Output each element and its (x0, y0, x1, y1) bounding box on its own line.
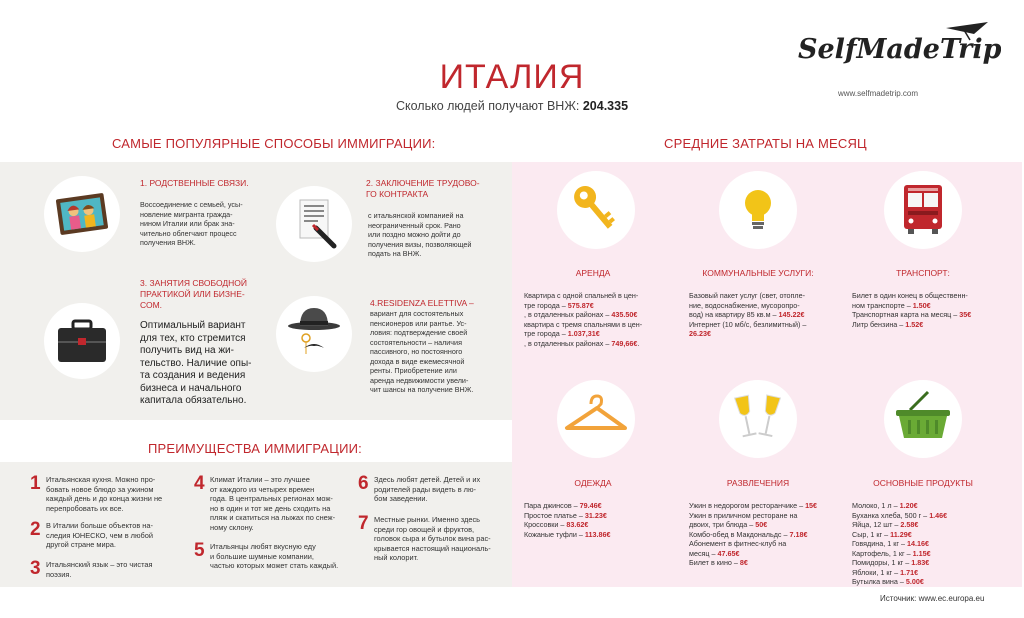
transport-text: Билет в один конец в общественн- ном транспорте – 1.50€ Транспортная карта на месяц – 35€ Литр бензина – 1.52€ (852, 291, 972, 329)
briefcase-icon (44, 303, 120, 379)
method-1-title: 1. РОДСТВЕННЫЕ СВЯЗИ. (140, 178, 249, 188)
groceries-icon-circle (884, 380, 962, 458)
entertainment-text: Ужин в недорогом ресторанчике – 15€ Ужин в приличном ресторане на двоих, три блюда – 50€ Комбо-обед в Макдональдс – 7.18€ Абонемент в фитнес-клуб на месяц – 47.65€ Билет в кино – 8€ (689, 501, 818, 567)
method-3-title: 3. ЗАНЯТИЯ СВОБОДНОЙ ПРАКТИКОЙ ИЛИ БИЗНЕ- СОМ. (140, 278, 247, 310)
method-3-text: Оптимальный вариант для тех, кто стремится получить вид на жи- тельство. Наличие опы- та создания и ведения бизнеса и начального капитала обязательно. (140, 320, 252, 406)
shopping-basket-icon (884, 380, 962, 458)
hanger-icon (557, 380, 635, 458)
utilities-title: КОММУНАЛЬНЫЕ УСЛУГИ: (702, 268, 814, 278)
bowler-hat-mustache-icon (276, 296, 352, 372)
selfmadetrip-logo (796, 20, 1001, 76)
key-icon (557, 171, 635, 249)
rent-title: АРЕНДА (575, 268, 611, 278)
rent-text: Квартира с одной спальней в цен- тре города – 575.87€ , в отдаленных районах – 435.50€ квартира с тремя спальнями в цен- тре города – 1.037,31€ , в отдаленных районах – 749,66€. (524, 291, 643, 348)
entertainment-title: РАЗВЛЕЧЕНИЯ (726, 478, 790, 488)
contract-pen-icon (276, 186, 352, 262)
rent-icon-circle (557, 171, 635, 249)
page-title: ИТАЛИЯ (439, 58, 585, 96)
bus-icon (884, 171, 962, 249)
method-4-icon-circle (276, 296, 352, 372)
advantage-6: 6 Здесь любят детей. Детей и их родителей рады видеть в лю- бом заведении. (358, 473, 481, 503)
advantage-3: 3 Итальянский язык – это чистая поэзия. (30, 558, 153, 579)
advantage-1: 1 Итальянская кухня. Можно про- бовать новое блюдо за ужином каждый день и до конца жизни не перепробовать их все. (30, 473, 163, 513)
method-2-icon-circle (276, 186, 352, 262)
advantages-heading: ПРЕИМУЩЕСТВА ИММИГРАЦИИ: (148, 441, 362, 456)
clothes-icon-circle (557, 380, 635, 458)
advantage-2: 2 В Италии больше объектов на- следия ЮНЕСКО, чем в любой другой стране мира. (30, 519, 154, 549)
logo-url: www.selfmadetrip.com (838, 89, 919, 98)
transport-title: ТРАНСПОРТ: (896, 268, 950, 278)
entertainment-icon-circle (719, 380, 797, 458)
source-note: Источник: www.ec.europa.eu (880, 594, 985, 603)
method-3-icon-circle (44, 303, 120, 379)
clothes-title: ОДЕЖДА (574, 478, 612, 488)
method-4-title: 4.RESIDENZA ELETTIVA – (370, 298, 474, 308)
light-bulb-icon (719, 171, 797, 249)
method-2-text: с итальянской компанией на неограниченный срок. Рано или поздно можно дойти до получения визы, позволяющей подать на ВНЖ. (368, 211, 472, 258)
groceries-title: ОСНОВНЫЕ ПРОДУКТЫ (873, 478, 973, 488)
method-4-text: вариант для состоятельных пенсионеров или рантье. Ус- ловия: подтверждение своей состоятельности – наличия пассивного, но постоянного дохода в виде ежемесячной ренты. Приобретение или аренда недвижимости увели- чит шансы на получение ВНЖ. (370, 309, 474, 394)
utilities-icon-circle (719, 171, 797, 249)
clothes-text: Пара джинсов – 79.46€ Простое платье – 31.23€ Кроссовки – 83.62€ Кожаные туфли – 113.86€ (524, 501, 611, 539)
groceries-text: Молоко, 1 л – 1.20€ Буханка хлеба, 500 г – 1.46€ Яйца, 12 шт – 2.58€ Сыр, 1 кг – 11.29€ Говядина, 1 кг – 14.16€ Картофель, 1 кг – 1.15€ Помидоры, 1 кг – 1.83€ Яблоки, 1 кг – 1.71€ Бутылка вина – 5.00€ (852, 501, 948, 586)
svg-text:SelfMadeTrip: SelfMadeTrip (798, 34, 1001, 65)
transport-icon-circle (884, 171, 962, 249)
immigration-heading: САМЫЕ ПОПУЛЯРНЫЕ СПОСОБЫ ИММИГРАЦИИ: (112, 136, 436, 151)
method-2-title: 2. ЗАКЛЮЧЕНИЕ ТРУДОВО- ГО КОНТРАКТА (366, 178, 480, 199)
advantage-4: 4 Климат Италии – это лучшее от каждого из четырех времен года. В центральных регионах мож- но в один и тот же день сходить на пляж и скатиться на лыжах по снеж- ному склону. (194, 473, 336, 532)
advantage-5: 5 Итальянцы любят вкусную еду и большие шумные компании, частью которых может стать каждый. (194, 540, 339, 570)
page-subtitle: Сколько людей получают ВНЖ: 204.335 (395, 99, 629, 113)
champagne-glasses-icon (719, 380, 797, 458)
costs-heading: СРЕДНИЕ ЗАТРАТЫ НА МЕСЯЦ (664, 136, 867, 151)
utilities-text: Базовый пакет услуг (свет, отопле- ние, водоснабжение, мусоропро- вод) на квартиру 85 кв.м – 145.22€ Интернет (10 мб/с, безлимитный) – 26.23€ (689, 291, 807, 338)
advantage-7: 7 Местные рынки. Именно здесь среди гор овощей и фруктов, головок сыра и бутылок вина рас- крывается настоящий националь- ный колорит. (358, 513, 491, 562)
method-1-text: Воссоединение с семьей, усы- новление мигранта гражда- нином Италии или брак зна- чительно облегчают процесс получения ВНЖ. (140, 200, 243, 247)
family-photo-icon (44, 176, 120, 252)
method-1-icon-circle (44, 176, 120, 252)
